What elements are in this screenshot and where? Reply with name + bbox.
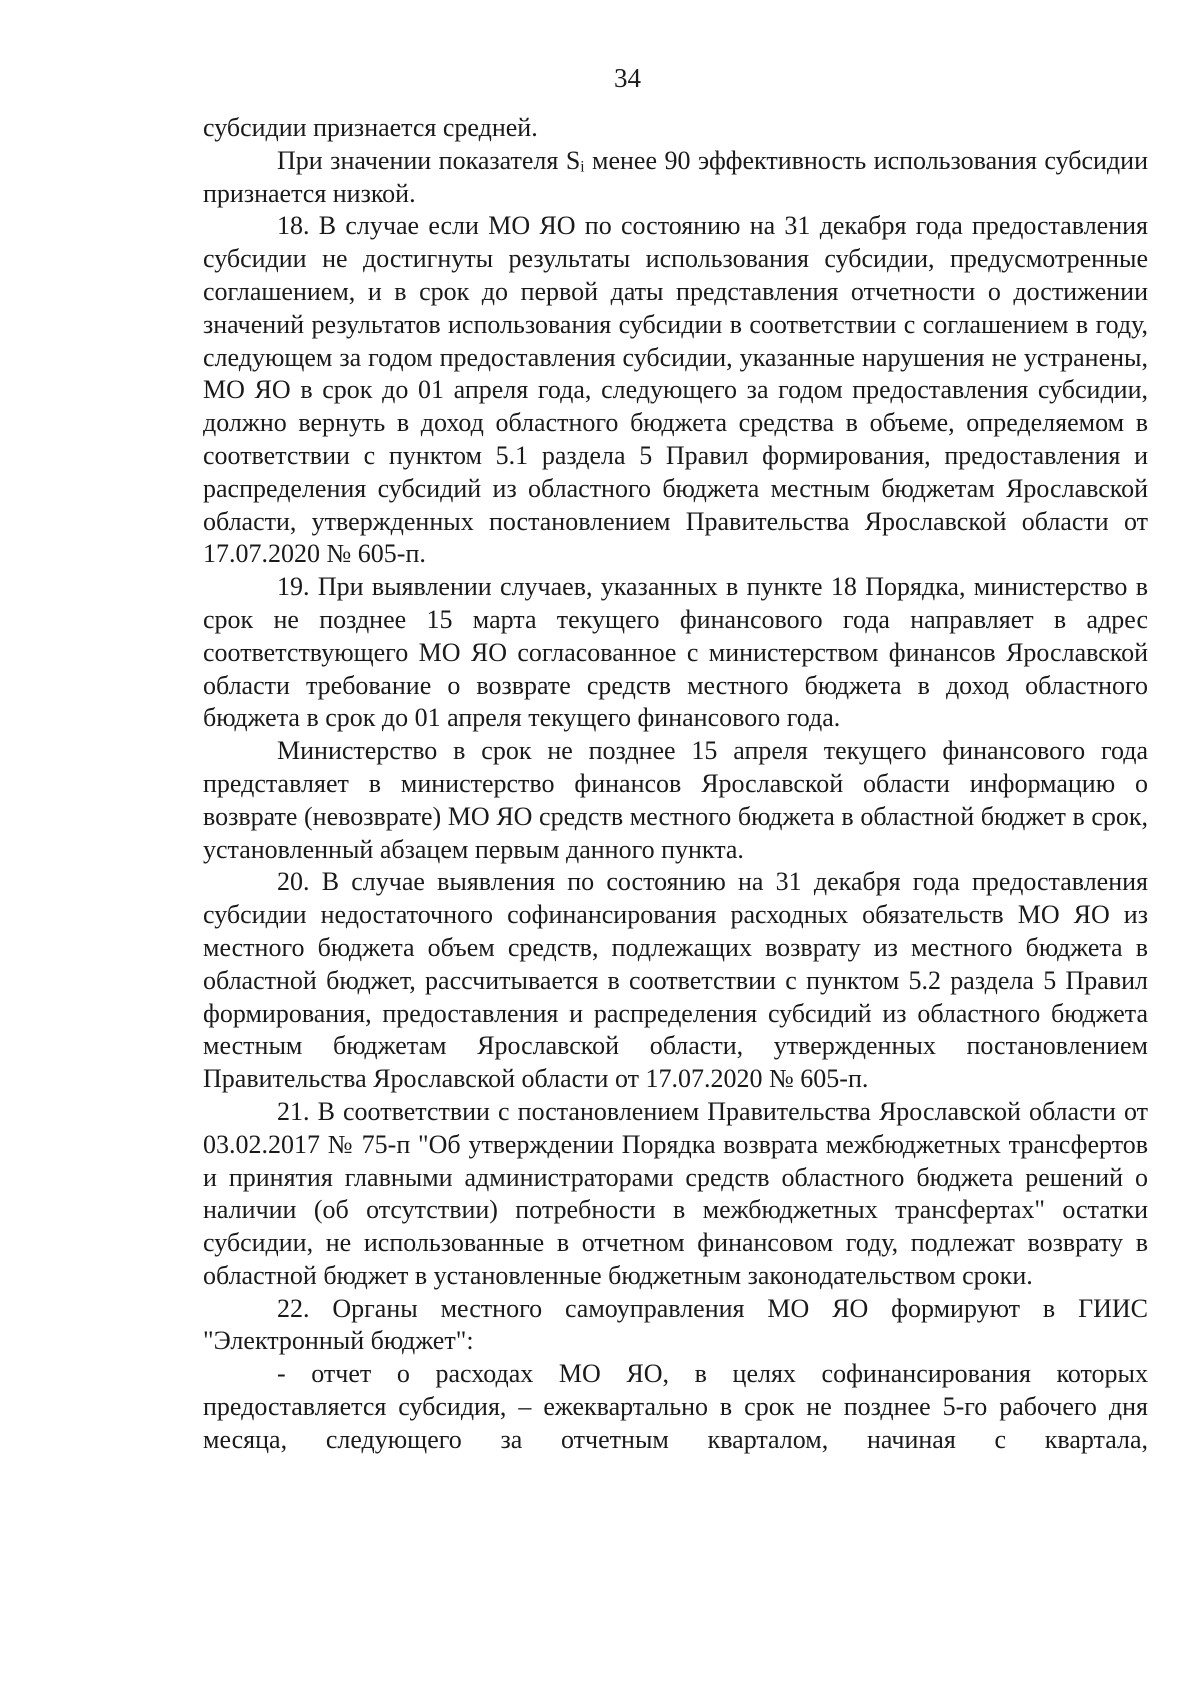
paragraph-item-21: 21. В соответствии с постановлением Правительства Ярославской области от 03.02.2017 № 75-п "Об утверждении Порядка возврата межбюджетных трансфертов и принятия главными администраторами средств областного бюджета решений о наличии (об отсутствии) потребности в межбюджетных трансфертах" остатки субсидии, не использованные в отчетном финансовом году, подлежат возврату в областной бюджет в установленные бюджетным законодательством сроки. [203, 1096, 1148, 1290]
paragraph-item-19: 19. При выявлении случаев, указанных в пункте 18 Порядка, министерство в срок не позднее 15 марта текущего финансового года направляет в адрес соответствующего МО ЯО согласованное с министерством финансов Ярославской области требование о возврате средств местного бюджета в доход областного бюджета в срок до 01 апреля текущего финансового года. [203, 572, 1148, 733]
paragraph-item-20: 20. В случае выявления по состоянию на 31 декабря года предоставления субсидии недостаточного софинансирования расходных обязательств МО ЯО из местного бюджета объем средств, подлежащих возврату из местного бюджета в областной бюджет, рассчитывается в соответствии с пунктом 5.2 раздела 5 Правил формирования, предоставления и распределения субсидий из областного бюджета местным бюджетам Ярославской области, утвержденных постановлением Правительства Ярославской области от 17.07.2020 № 605-п. [203, 867, 1148, 1094]
paragraph-continuation: субсидии признается средней. [203, 113, 538, 142]
paragraph-item-18: 18. В случае если МО ЯО по состоянию на 31 декабря года предоставления субсидии не достигнуты результаты использования субсидии, предусмотренные соглашением, и в срок до первой даты представления отчетности о достижении значений результатов использования субсидии в соответствии с соглашением в году, следующем за годом предоставления субсидии, указанные нарушения не устранены, МО ЯО в срок до 01 апреля года, следующего за годом предоставления субсидии, должно вернуть в доход областного бюджета средства в объеме, определяемом в соответствии с пунктом 5.1 раздела 5 Правил формирования, предоставления и распределения субсидий из областного бюджета местным бюджетам Ярославской области, утвержденных постановлением Правительства Ярославской области от 17.07.2020 № 605-п. [203, 211, 1148, 569]
document-body [203, 112, 1148, 1457]
paragraph-ministry-info: Министерство в срок не позднее 15 апреля текущего финансового года представляет в министерство финансов Ярославской области информацию о возврате (невозврате) МО ЯО средств местного бюджета в областной бюджет в срок, установленный абзацем первым данного пункта. [203, 736, 1148, 864]
page-number: 34 [614, 63, 641, 93]
paragraph-report-bullet: - отчет о расходах МО ЯО, в целях софинансирования которых предоставляется субсидия, – ежеквартально в срок не позднее 5-го рабочего дня месяца, следующего за отчетным кварталом, начиная с квартала, [203, 1359, 1148, 1454]
paragraph-low-efficiency: При значении показателя Sᵢ менее 90 эффективность использования субсидии признается низкой. [203, 145, 1148, 208]
paragraph-item-22: 22. Органы местного самоуправления МО ЯО формируют в ГИИС "Электронный бюджет": [203, 1293, 1148, 1356]
